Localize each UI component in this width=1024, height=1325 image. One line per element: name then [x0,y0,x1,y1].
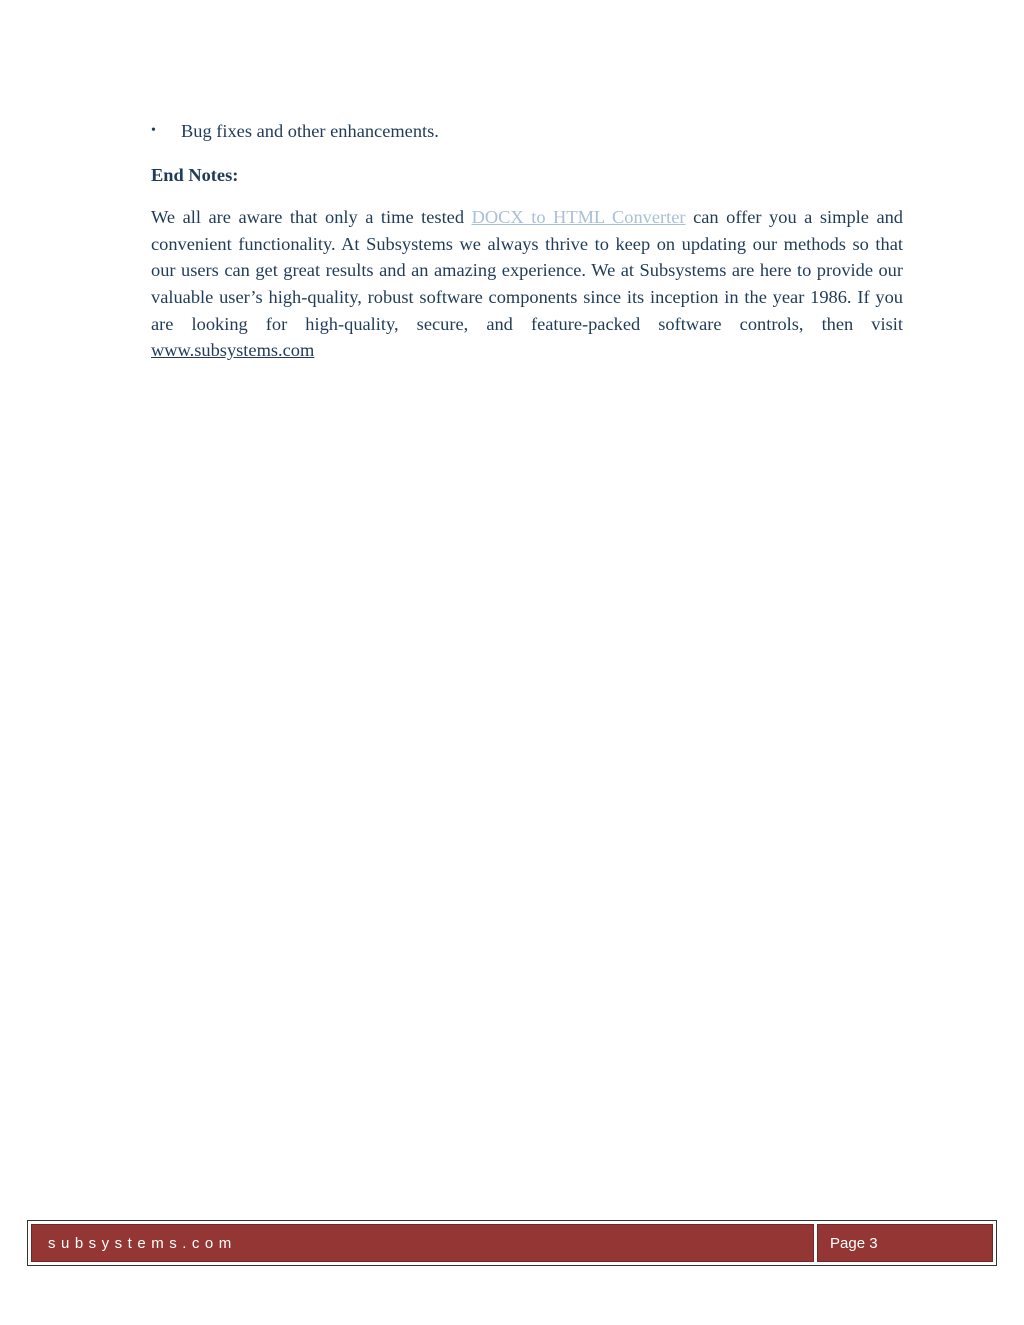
bullet-marker: • [151,123,156,138]
docx-to-html-converter-link[interactable]: DOCX to HTML Converter [471,207,686,228]
bullet-item [151,118,903,145]
page-footer [27,1220,997,1266]
bullet-text: Bug fixes and other enhancements. [181,121,439,141]
document-body [151,118,903,364]
subsystems-website-link[interactable]: www.subsystems.com [151,340,315,361]
bullet-list [151,118,903,145]
end-notes-heading: End Notes: [151,164,239,185]
paragraph-text-end: can offer you a simple and convenient functionality. At Subsystems we always thrive to keep on updating our methods so that our users can get great results and an amazing experience. We at Subsystems are here to provide our valuable user’s high-quality, robust software components since its inception in the year 1986. If you are looking for high-quality, secure, and feature-packed software controls, then visit [151,207,903,334]
end-notes-paragraph [151,204,903,364]
paragraph-text-start: We all are aware that only a time tested [151,207,472,228]
footer-site-name: subsystems.com [31,1224,814,1262]
footer-page-number: Page 3 [817,1224,993,1262]
